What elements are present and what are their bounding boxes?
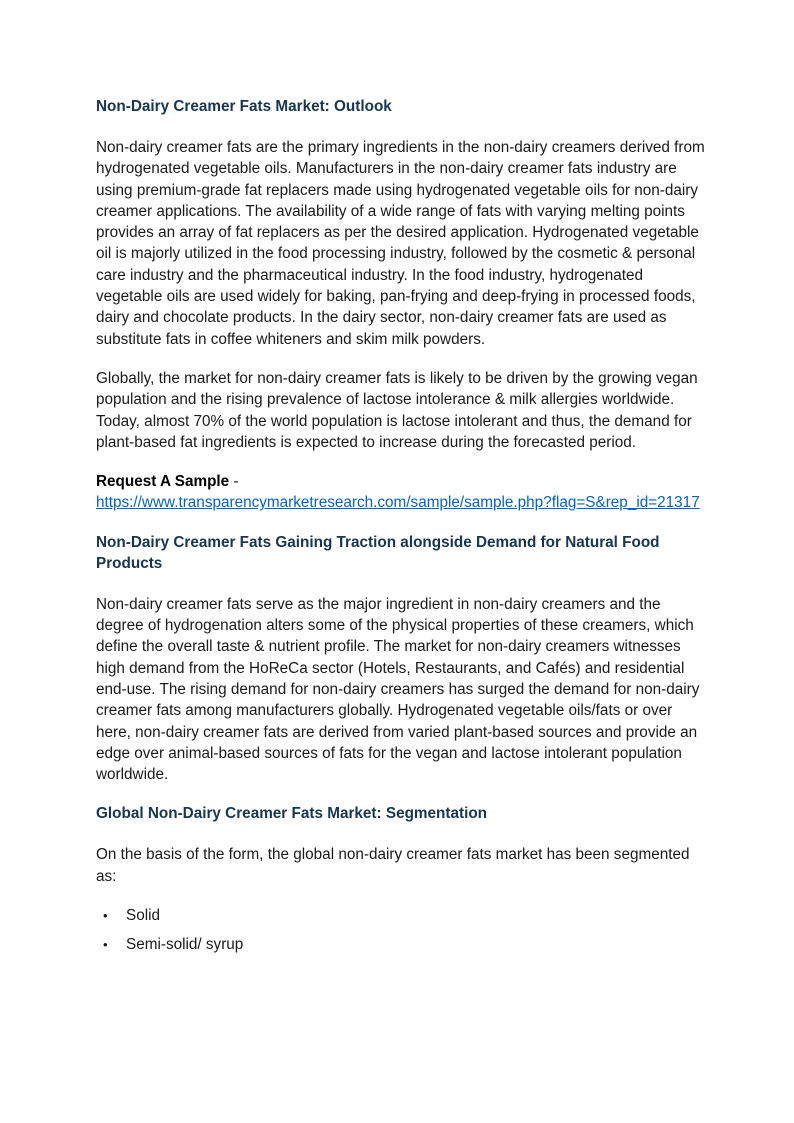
request-sample-separator: - — [229, 473, 239, 491]
document-page — [96, 96, 706, 963]
list-item-label: Solid — [126, 907, 161, 925]
paragraph-segmentation-intro: On the basis of the form, the global non-dairy creamer fats market has been segmented as: — [96, 846, 690, 885]
request-sample-link[interactable]: https://www.transparencymarketresearch.com/sample/sample.php?flag=S&rep_id=21317 — [96, 494, 700, 512]
section-heading-outlook: Non-Dairy Creamer Fats Market: Outlook — [96, 98, 392, 115]
segmentation-list — [96, 905, 706, 955]
bullet-icon: • — [103, 908, 108, 924]
list-item — [96, 905, 706, 926]
section-heading-segmentation: Global Non-Dairy Creamer Fats Market: Segmentation — [96, 805, 488, 823]
request-sample-label: Request A Sample — [96, 473, 230, 491]
list-item-label: Semi-solid/ syrup — [126, 936, 244, 954]
request-sample-line — [96, 471, 706, 514]
bullet-icon: • — [103, 937, 108, 953]
section-heading-traction: Non-Dairy Creamer Fats Gaining Traction alongside Demand for Natural Food Products — [96, 533, 660, 572]
paragraph-outlook-1: Non-dairy creamer fats are the primary ingredients in the non-dairy creamers derived from hydrogenated vegetable oils. Manufacturers in the non-dairy creamer fats industry are using premium-grade fat replacers made using hydrogenated vegetable oils for non-dairy creamer applications. The availability of a wide range of fats with varying melting points provides an array of fat replacers as per the desired application. Hydrogenated vegetable oil is majorly utilized in the food processing industry, followed by the cosmetic & personal care industry and the pharmaceutical industry. In the food industry, hydrogenated vegetable oils are used widely for baking, pan-frying and deep-frying in processed foods, dairy and chocolate products. In the dairy sector, non-dairy creamer fats are used as substitute fats in coffee whiteners and skim milk powders. — [96, 139, 705, 348]
paragraph-outlook-2: Globally, the market for non-dairy creamer fats is likely to be driven by the growing vegan population and the rising prevalence of lactose intolerance & milk allergies worldwide. Today, almost 70% of the world population is lactose intolerant and thus, the demand for plant-based fat ingredients is expected to increase during the forecasted period. — [96, 369, 698, 451]
list-item — [96, 934, 706, 955]
paragraph-traction: Non-dairy creamer fats serve as the major ingredient in non-dairy creamers and the degree of hydrogenation alters some of the physical properties of these creamers, which define the overall taste & nutrient profile. The market for non-dairy creamers witnesses high demand from the HoReCa sector (Hotels, Restaurants, and Cafés) and residential end-use. The rising demand for non-dairy creamers has surged the demand for non-dairy creamer fats among manufacturers globally. Hydrogenated vegetable oils/fats or over here, non-dairy creamer fats are derived from varied plant-based sources and provide an edge over animal-based sources of fats for the vegan and lactose intolerant population worldwide. — [96, 595, 700, 784]
